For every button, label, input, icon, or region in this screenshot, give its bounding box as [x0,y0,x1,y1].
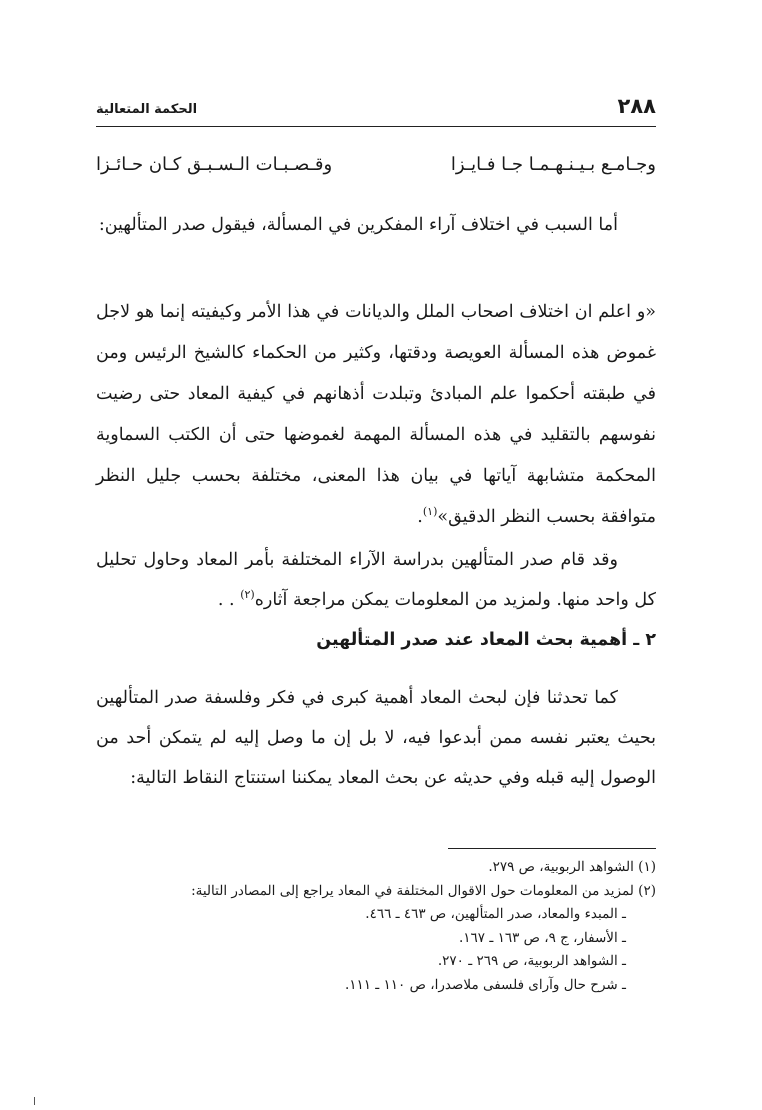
study-end: . . [217,590,241,610]
footnote-source: ـ شرح حال وآراى فلسفى ملاصدرا، ص ١١٠ ـ ١١١. [344,976,626,993]
verse-second-hemistich: وقـصـبـات الـسـبـق كـان حـائـزا [96,154,333,175]
footnote-source: ـ المبدء والمعاد، صدر المتألهين، ص ٤٦٣ ـ ٤٦٦. [365,906,626,922]
scan-edge-mark [34,1097,35,1105]
paragraph-importance: كما تحدثنا فإن لبحث المعاد أهمية كبرى في فكر وفلسفة صدر المتألهين بحيث يعتبر نفسه ممن أبدعوا فيه، لا بل إن ما وصل إليه لم يتمكن أحد من الوصول إليه قبله وفي حديثه عن بحث المعاد يمكننا استنتاج النقاط التالية: [96,688,656,788]
book-page [96,0,656,1110]
running-title: الحكمة المتعالية [96,102,198,117]
running-header [96,96,656,127]
section-heading: ٢ ـ أهمية بحث المعاد عند صدر المتألهين [316,630,656,650]
paragraph-quotation [96,292,656,538]
poem-verse [96,154,656,190]
footnote-1: (١) الشواهد الربوبية، ص ٢٧٩. [488,859,656,875]
paragraph-study [96,540,656,620]
paragraph-intro: أما السبب في اختلاف آراء المفكرين في المسألة، فيقول صدر المتألهين: [98,215,618,235]
footnote-source: ـ الشواهد الربوبية، ص ٢٦٩ ـ ٢٧٠. [437,953,626,969]
footnote-ref-2: (٢) [240,588,255,602]
footnote-2: (٢) لمزيد من المعلومات حول الاقوال المختلفة في المعاد يراجع إلى المصادر التالية: [191,882,656,899]
quotation-end: . [417,507,423,527]
study-text: وقد قام صدر المتألهين بدراسة الآراء المختلفة بأمر المعاد وحاول تحليل كل واحد منها. ولمزيد من المعلومات يمكن مراجعة آثاره [96,550,656,610]
page-number: ٢٨٨ [617,94,656,118]
footnotes [96,856,656,997]
verse-first-hemistich: وجـامـع بـيـنـهـمـا جـا فـايـزا [450,154,656,175]
footnote-source: ـ الأسفار، ج ٩، ص ١٦٣ ـ ١٦٧. [458,929,626,946]
footnote-divider [448,848,656,849]
quotation-text: «و اعلم ان اختلاف اصحاب الملل والديانات في هذا الأمر وكيفيته إنما هو لاجل غموض هذه المسألة العويصة ودقتها، وكثير من الحكماء كالشيخ الرئيس ومن في طبقته أحكموا علم المبادئ وتبلدت أذهانهم في كيفية المعاد حتى رضيت نفوسهم بالتقليد في هذه المسألة المهمة لغموضها حتى أن الكتب السماوية المحكمة متشابهة آياتها في بيان هذا المعنى، مختلفة بحسب جليل النظر متوافقة بحسب النظر الدقيق» [96,302,656,527]
footnote-ref-1: (١) [422,505,438,519]
